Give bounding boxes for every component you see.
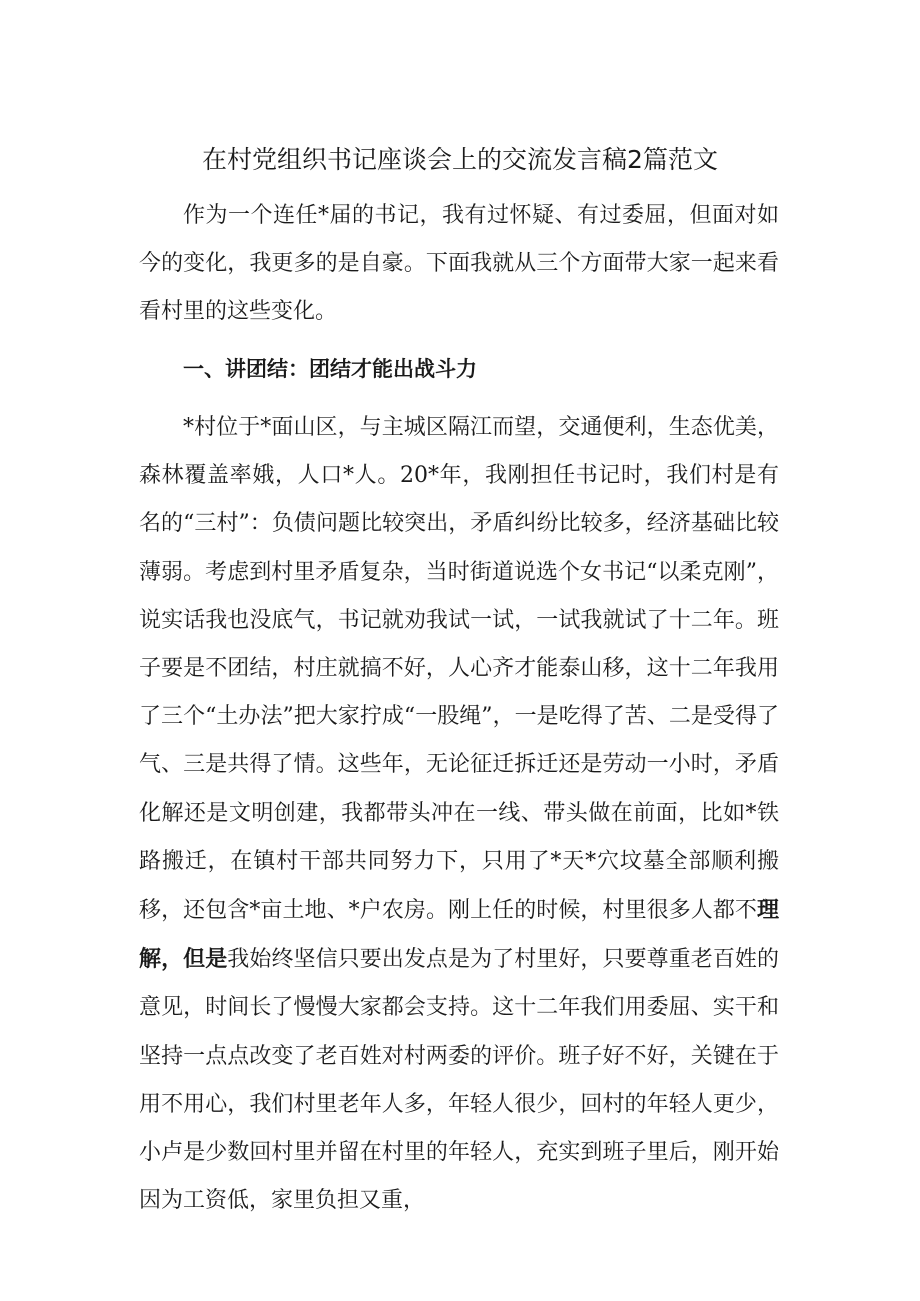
paragraph-text-part-2: 我始终坚信只要出发点是为了村里好，只要尊重老百姓的意见，时间长了慢慢大家都会支持。这十二年我们用委屈、实干和坚持一点点改变了老百姓对村两委的评价。班子好不好，关键在于用不用心，我们村里老年人多，年轻人很少，回村的年轻人更少，小卢是少数回村里并留在村里的年轻人，充实到班子里后，刚开始因为工资低，家里负担又重， bbox=[139, 947, 779, 1214]
section-paragraph bbox=[139, 404, 779, 1225]
paragraph-text-part-1: *村位于*面山区，与主城区隔江而望，交通便利，生态优美，森林覆盖率娥，人口*人。20*年，我刚担任书记时，我们村是有名的“三村”：负债问题比较突出，矛盾纠纷比较多，经济基础比较薄弱。考虑到村里矛盾复杂，当时街道说选个女书记“以柔克刚”，说实话我也没底气，书记就劝我试一试，一试我就试了十二年。班子要是不团结，村庄就搞不好，人心齐才能泰山移，这十二年我用了三个“土办法”把大家拧成“一股绳”，一是吃得了苦、二是受得了气、三是共得了情。这些年，无论征迁拆迁还是劳动一小时，矛盾化解还是文明创建，我都带头冲在一线、带头做在前面，比如*铁路搬迁，在镇村干部共同努力下，只用了*天*穴坟墓全部顺利搬移，还包含*亩土地、*户农房。刚上任的时候，村里很多人都不 bbox=[139, 415, 779, 924]
section-heading: 一、讲团结：团结才能出战斗力 bbox=[183, 357, 477, 381]
intro-paragraph: 作为一个连任*届的书记，我有过怀疑、有过委屈，但面对如今的变化，我更多的是自豪。下面我就从三个方面带大家一起来看看村里的这些变化。 bbox=[139, 203, 779, 325]
document-title: 在村党组织书记座谈会上的交流发言稿2篇范文 bbox=[202, 145, 718, 174]
paragraph-bold-text: 理解，但是 bbox=[139, 897, 779, 973]
